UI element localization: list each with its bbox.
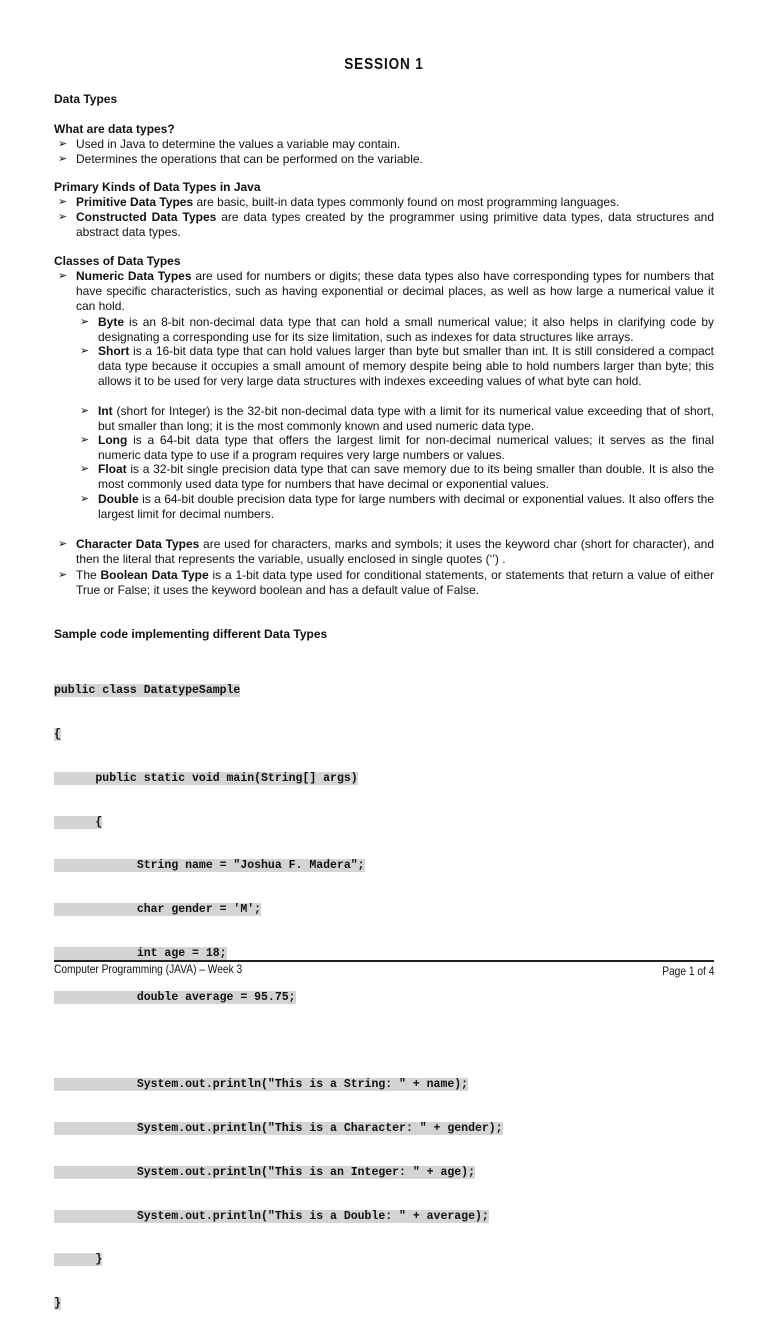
arrow-bullet-icon: ➢ xyxy=(80,493,90,505)
arrow-bullet-icon: ➢ xyxy=(58,569,68,581)
list-item: ➢ Byte is an 8-bit non-decimal data type that can hold a small numerical value; it also helps in clarifying code by designating a corresponding use for its size limitation, such as indexes for data structures like arrays. xyxy=(80,315,714,344)
arrow-bullet-icon: ➢ xyxy=(58,138,68,150)
page-title: SESSION 1 xyxy=(344,56,424,73)
code-block xyxy=(54,655,614,1341)
arrow-bullet-icon: ➢ xyxy=(58,270,68,282)
list-item: ➢ Constructed Data Types are data types created by the programmer using primitive data types, data structures and abstract data types. xyxy=(58,210,715,239)
list-item: ➢ Float is a 32-bit single precision data type that can save memory due to its being smaller than double. It is also the most commonly used data type for numbers that have decimal or exponential values. xyxy=(80,462,714,491)
code-line: public class DatatypeSample xyxy=(54,684,241,698)
code-line: char gender = 'M'; xyxy=(54,903,262,917)
list-item: ➢ Determines the operations that can be performed on the variable. xyxy=(58,152,423,166)
arrow-bullet-icon: ➢ xyxy=(58,153,68,165)
list-item: ➢ Used in Java to determine the values a variable may contain. xyxy=(58,137,401,151)
arrow-bullet-icon: ➢ xyxy=(58,211,68,223)
arrow-bullet-icon: ➢ xyxy=(80,316,90,328)
arrow-bullet-icon: ➢ xyxy=(80,345,90,357)
heading-classes-of-data-types: Classes of Data Types xyxy=(54,254,181,268)
arrow-bullet-icon: ➢ xyxy=(80,434,90,446)
code-line: int age = 18; xyxy=(54,946,227,960)
heading-what-are-data-types: What are data types? xyxy=(54,122,175,136)
code-line: System.out.println("This is a Character: " + gender); xyxy=(54,1122,503,1135)
code-line: { xyxy=(54,727,61,741)
footer-page-number: Page 1 of 4 xyxy=(661,964,714,978)
code-line: public static void main(String[] args) xyxy=(54,771,358,785)
document-page xyxy=(54,0,715,1311)
arrow-bullet-icon: ➢ xyxy=(58,196,68,208)
list-item: ➢ Character Data Types are used for characters, marks and symbols; it uses the keyword char (short for character), and then the literal that represents the variable, usually enclosed in single quotes (‘’) . xyxy=(58,537,714,566)
heading-primary-kinds: Primary Kinds of Data Types in Java xyxy=(54,180,261,194)
list-item: ➢ Primitive Data Types are basic, built-in data types commonly found on most programming languages. xyxy=(58,195,620,209)
list-item: ➢ Long is a 64-bit data type that offers the largest limit for non-decimal numerical values; it serves as the final numeric data type to use if a program requires very large numbers or values. xyxy=(80,433,714,462)
heading-sample-code: Sample code implementing different Data Types xyxy=(54,627,328,641)
code-line: } xyxy=(54,1253,103,1267)
code-line: { xyxy=(54,815,103,829)
section-heading-data-types: Data Types xyxy=(54,92,118,106)
list-item: ➢ Short is a 16-bit data type that can hold values larger than byte but smaller than int. It is still considered a compact data type because it occupies a small amount of memory despite being able to hold numbers larger than byte; this allows it to be used for very large data structures with indexes exceeding values of what byte can hold. xyxy=(80,344,714,388)
code-line: System.out.println("This is a Double: " + average); xyxy=(54,1209,489,1223)
code-line: String name = "Joshua F. Madera"; xyxy=(54,859,365,873)
list-item: ➢ Int (short for Integer) is the 32-bit non-decimal data type with a limit for its numerical value exceeding that of short, but smaller than long; it is the most commonly known and used numeric data type. xyxy=(80,404,714,433)
code-line xyxy=(54,1034,614,1049)
code-line: double average = 95.75; xyxy=(54,990,296,1004)
footer-course-title: Computer Programming (JAVA) – Week 3 xyxy=(54,962,243,976)
code-line: } xyxy=(54,1297,61,1311)
code-line: System.out.println("This is a String: " + name); xyxy=(54,1078,469,1092)
list-item: ➢ The Boolean Data Type is a 1-bit data type used for conditional statements, or statements that return a value of either True or False; it uses the keyword boolean and has a default value of False. xyxy=(58,568,714,597)
list-item: ➢ Numeric Data Types are used for numbers or digits; these data types also have corresponding types for numbers that have specific characteristics, such as having exponential or decimal places, as well as how large a numerical value it can hold. xyxy=(58,269,714,313)
list-item: ➢ Double is a 64-bit double precision data type for large numbers with decimal or exponential values. It also offers the largest limit for decimal numbers. xyxy=(80,492,714,521)
arrow-bullet-icon: ➢ xyxy=(58,538,68,550)
arrow-bullet-icon: ➢ xyxy=(80,405,90,417)
arrow-bullet-icon: ➢ xyxy=(80,463,90,475)
code-line: System.out.println("This is an Integer: " + age); xyxy=(54,1165,475,1179)
